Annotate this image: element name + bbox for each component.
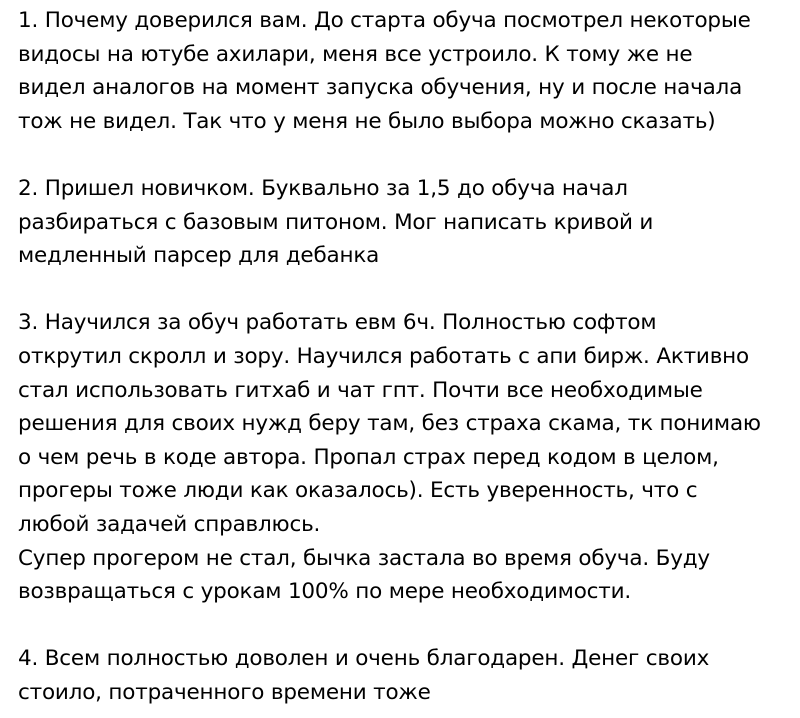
text-line: разбираться с базовым питоном. Мог написать кривой и [18,209,654,235]
paragraph-learned [18,306,790,541]
text-line: прогеры тоже люди как оказалось). Есть уверенность, что с [18,478,698,504]
text-line: Супер прогером не стал, бычка застала во время обуча. Буду [18,545,710,571]
paragraph-not-programmer [18,542,790,609]
text-line: 3. Научился за обуч работать евм 6ч. Полностью софтом [18,310,657,336]
text-line: видосы на ютубе ахилари, меня все устроило. К тому же не [18,41,693,67]
text-line: открутил скролл и зору. Научился работать с апи бирж. Активно [18,343,749,369]
paragraph-beginner [18,172,790,273]
text-line: стоило, потраченного времени тоже [18,679,431,705]
text-line: видел аналогов на момент запуска обучения, ну и после начала [18,75,743,101]
text-line: возвращаться с урокам 100% по мере необходимости. [18,579,631,605]
text-line: медленный парсер для дебанка [18,243,380,269]
text-line: 1. Почему доверился вам. До старта обуча посмотрел некоторые [18,8,751,33]
text-line: 4. Всем полностью доволен и очень благодарен. Денег своих [18,646,710,672]
text-line: решения для своих нужд беру там, без страха скама, тк понимаю [18,411,761,437]
text-line: о чем речь в коде автора. Пропал страх перед кодом в целом, [18,444,719,470]
text-line: тож не видел. Так что у меня не было выбора можно сказать) [18,108,716,134]
text-line: стал использовать гитхаб и чат гпт. Почти все необходимые [18,377,703,403]
text-line: любой задачей справлюсь. [18,511,321,537]
paragraph-trust [18,4,790,138]
text-line: 2. Пришел новичком. Буквально за 1,5 до обуча начал [18,175,628,201]
paragraph-satisfied [18,642,790,709]
